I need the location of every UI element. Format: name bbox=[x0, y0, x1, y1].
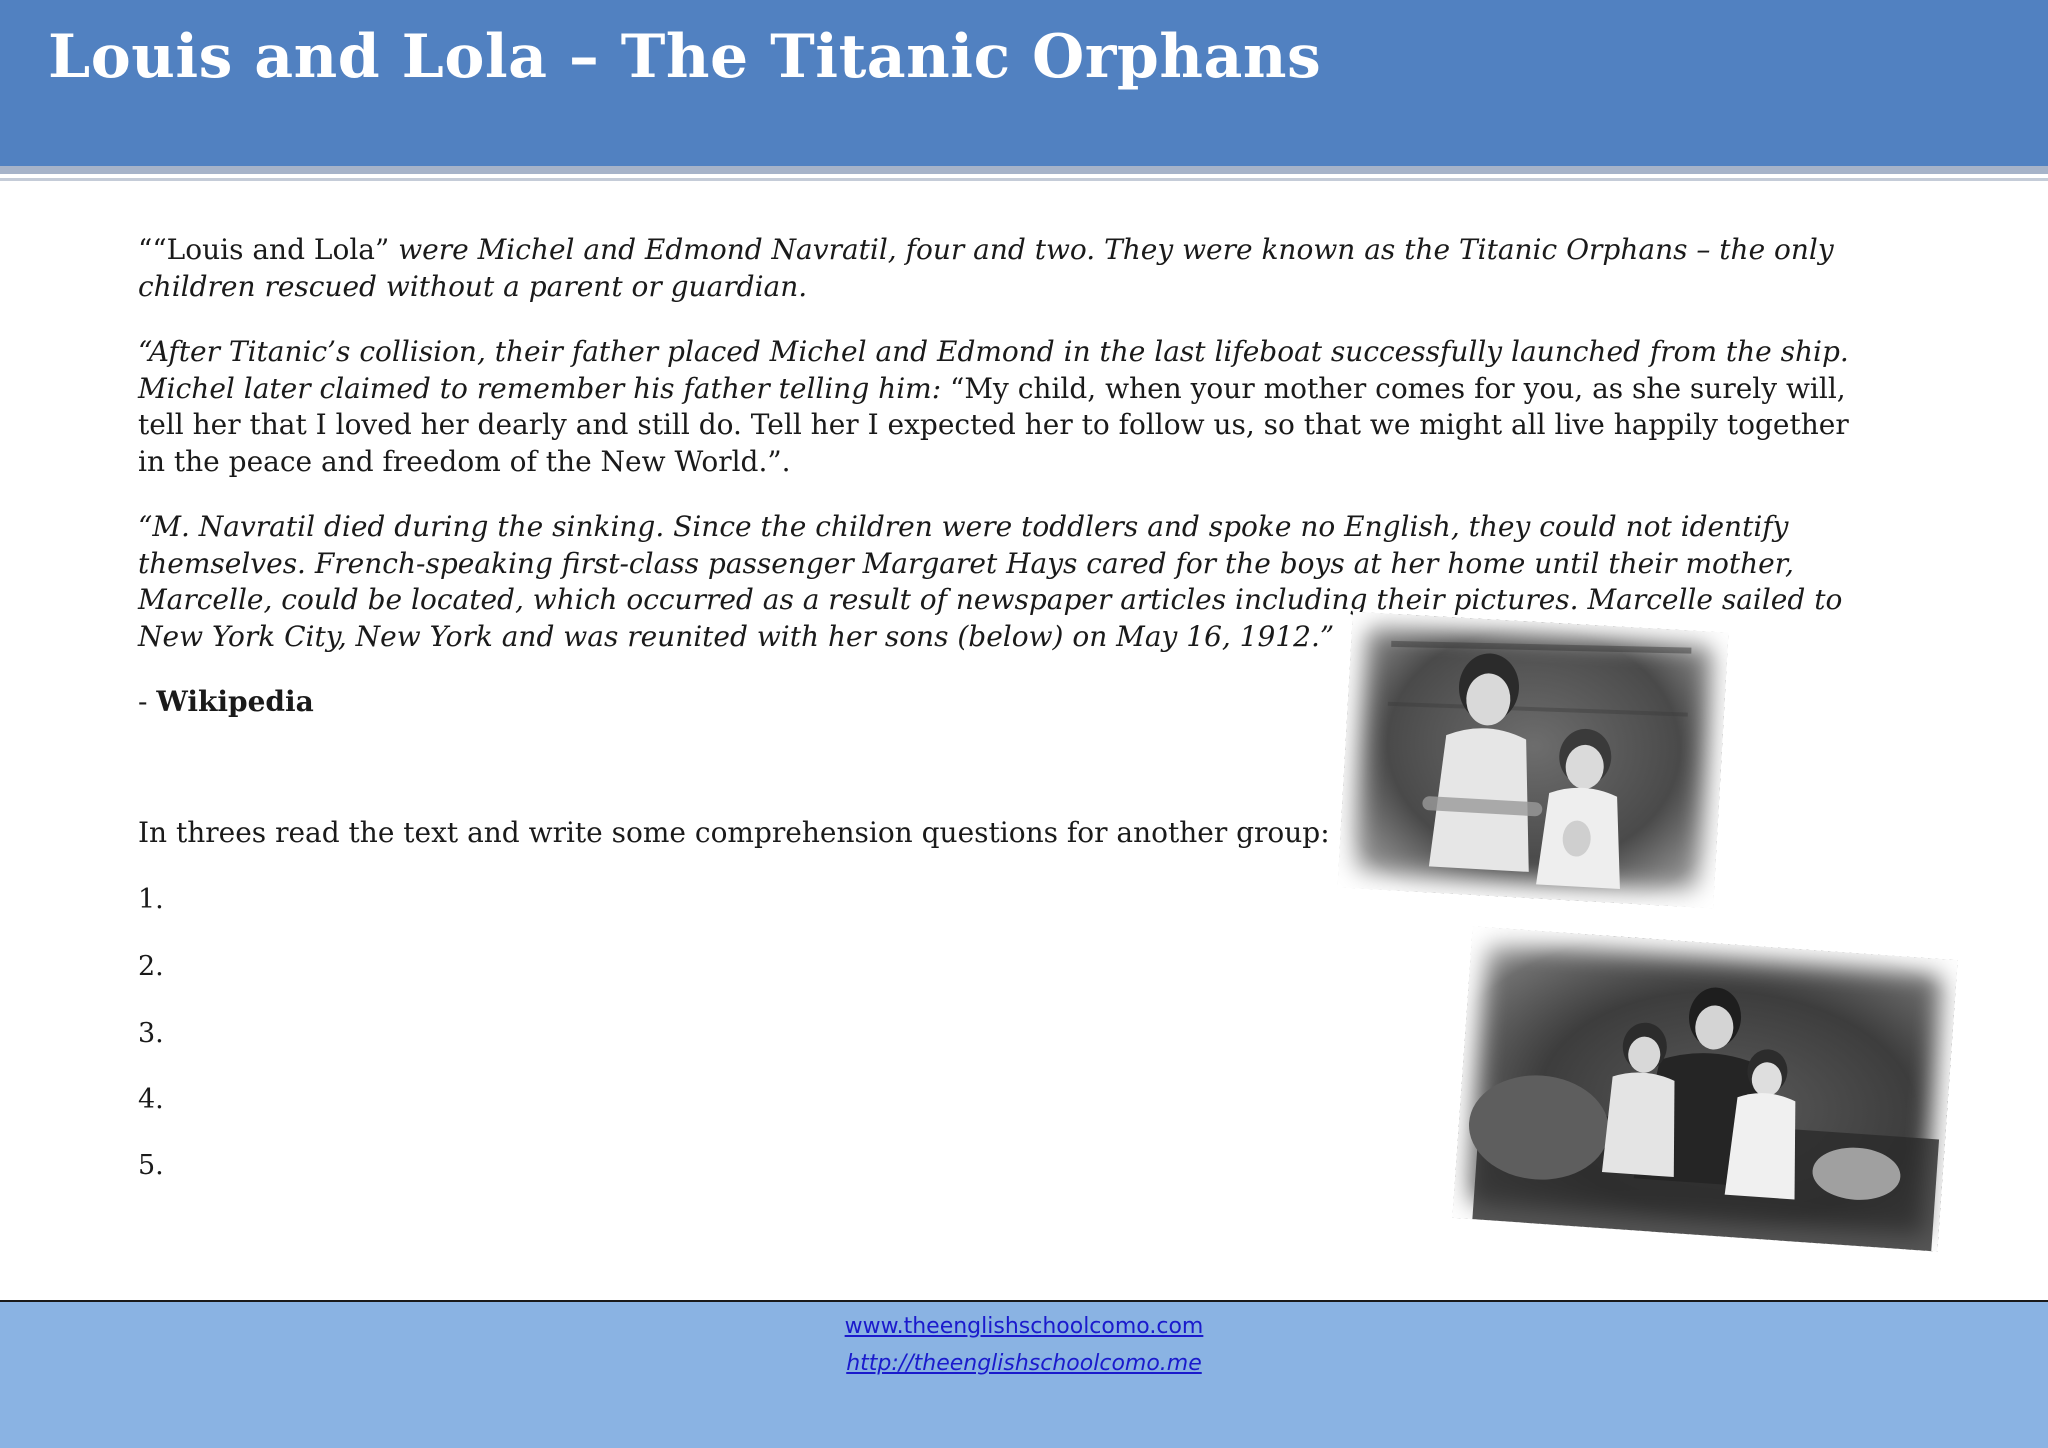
task-instruction: In threes read the text and write some comprehension questions for another group: bbox=[138, 816, 1330, 849]
paragraph-collision bbox=[138, 334, 1878, 480]
page-title: Louis and Lola – The Titanic Orphans bbox=[48, 22, 1322, 92]
source-name: Wikipedia bbox=[156, 685, 314, 718]
question-number-5: 5. bbox=[138, 1150, 164, 1181]
question-number-1: 1. bbox=[138, 884, 164, 915]
source-attribution: - Wikipedia bbox=[138, 685, 314, 718]
photo-two-boys bbox=[1338, 612, 1729, 909]
question-number-2: 2. bbox=[138, 951, 164, 982]
intro-text: were Michel and Edmond Navratil, four and two. They were known as the Titanic Orphans – the only children rescued without a parent or guardian. bbox=[138, 233, 1834, 303]
father-quote: “My child, when your mother comes for you, as she surely will, tell her that I loved her dearly and still do. Tell her I expected her to follow us, so that we might all live happily together in the peace and freedom of the New World.”. bbox=[138, 371, 1849, 478]
paragraph-intro bbox=[138, 232, 1878, 305]
header-rule bbox=[0, 166, 2048, 174]
footer-link-blog[interactable]: http://theenglishschoolcomo.me bbox=[846, 1351, 1202, 1376]
intro-quote: ““Louis and Lola” bbox=[138, 233, 390, 266]
question-number-3: 3. bbox=[138, 1018, 164, 1049]
photo-mother-and-sons-illustration bbox=[1452, 926, 1957, 1251]
footer-link-website[interactable]: www.theenglishschoolcomo.com bbox=[844, 1314, 1204, 1339]
photo-two-boys-illustration bbox=[1338, 612, 1729, 909]
header-bar bbox=[0, 0, 2048, 166]
question-number-4: 4. bbox=[138, 1084, 164, 1115]
photo-mother-and-sons bbox=[1452, 926, 1957, 1251]
collision-text: “After Titanic’s collision, their father placed Michel and Edmond in the last lifeboat successfully launched from the ship. Michel later claimed to remember his father telling him: bbox=[138, 335, 1849, 405]
header-rule-thin bbox=[0, 178, 2048, 181]
paragraph-sinking: “M. Navratil died during the sinking. Since the children were toddlers and spoke no English, they could not identify themselves. French-speaking first-class passenger Margaret Hays cared for the boys at her home until their mother, Marcelle, could be located, which occurred as a result of newspaper articles including their pictures. Marcelle sailed to New York City, New York and was reunited with her sons (below) on May 16, 1912.” bbox=[138, 510, 1843, 653]
